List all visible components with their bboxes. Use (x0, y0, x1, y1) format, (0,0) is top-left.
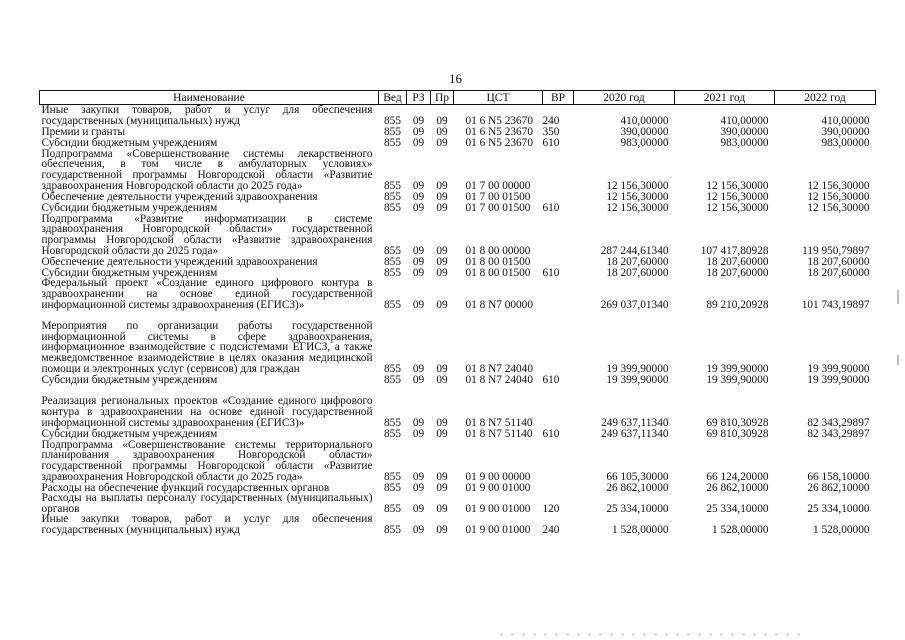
table-row (40, 514, 876, 535)
row-2022: 390,00000 (821, 125, 870, 138)
row-2021: 26 862,10000 (706, 481, 769, 494)
table-row (40, 213, 876, 256)
row-2022: 18 207,60000 (807, 255, 870, 268)
row-cst: 01 7 00 01500 (465, 201, 531, 214)
row-2022: 12 156,30000 (807, 179, 870, 192)
header-2021: 2021 год (675, 91, 775, 105)
row-2020: 19 399,90000 (606, 373, 669, 386)
scan-edge-mark (897, 290, 899, 304)
row-vr: 240 (542, 523, 560, 536)
row-vr (543, 148, 574, 191)
table-row (40, 385, 876, 428)
row-rz: 09 (412, 523, 425, 536)
row-pr: 09 (436, 523, 448, 536)
row-2022: 101 743,19897 (801, 298, 870, 311)
row-rz: 09 (412, 266, 425, 279)
row-name: Федеральный проект «Создание единого цифрового контура в здравоохранении на основе единой государственной информационной системы здравоохранения (ЕГИСЗ)» (41, 277, 373, 311)
row-2021: 89 210,20928 (706, 298, 769, 311)
row-2021: 18 207,60000 (706, 255, 769, 268)
row-rz: 09 (412, 502, 425, 515)
row-name: Подпрограмма «Развитие информатизации в системе здравоохранения Новгородской области» государственной программы Новгородской области «Развитие здравоохранения Новгородской области до 2025 года» (41, 212, 373, 257)
row-cst: 01 8 N7 51140 (465, 416, 533, 429)
row-cst: 01 8 00 01500 (465, 266, 531, 279)
row-rz: 09 (412, 427, 425, 440)
row-pr: 09 (436, 201, 448, 214)
row-pr: 09 (436, 244, 448, 257)
row-2022: 19 399,90000 (807, 373, 870, 386)
header-cst: ЦСТ (454, 91, 543, 105)
table-row (40, 493, 876, 514)
row-2020: 249 637,11340 (601, 416, 669, 429)
row-name: Обеспечение деятельности учреждений здравоохранения (41, 190, 318, 203)
row-cst: 01 7 00 01500 (465, 190, 531, 203)
row-2022: 12 156,30000 (807, 190, 870, 203)
row-rz: 09 (412, 298, 425, 311)
row-vr (543, 482, 574, 493)
row-ved: 855 (384, 136, 401, 149)
row-pr: 09 (436, 373, 448, 386)
row-name: Премии и гранты (41, 125, 126, 138)
table-row (40, 256, 876, 267)
row-pr: 09 (436, 114, 448, 127)
row-2022: 983,00000 (821, 136, 870, 149)
row-rz: 09 (412, 201, 425, 214)
row-cst: 01 7 00 00000 (465, 179, 531, 192)
row-pr: 09 (436, 136, 448, 149)
header-pr: Пр (431, 91, 454, 105)
row-ved: 855 (384, 114, 401, 127)
row-cst: 01 6 N5 23670 (465, 125, 533, 138)
table-row (40, 278, 876, 310)
header-name: Наименование (40, 91, 379, 105)
row-vr: 610 (542, 373, 560, 386)
row-name: Субсидии бюджетным учреждениям (41, 373, 218, 386)
row-2020: 249 637,11340 (601, 427, 669, 440)
row-ved: 855 (384, 125, 401, 138)
row-2021: 1 528,00000 (712, 523, 769, 536)
row-2022: 119 950,79897 (802, 244, 870, 257)
page-number: 16 (449, 71, 462, 86)
row-ved: 855 (384, 190, 401, 203)
header-ved: Вед (379, 91, 407, 105)
budget-table (39, 90, 876, 536)
row-vr (543, 278, 574, 310)
table-row (40, 191, 876, 202)
row-2020: 66 105,30000 (606, 470, 669, 483)
row-rz: 09 (412, 373, 425, 386)
row-2020: 18 207,60000 (606, 266, 669, 279)
row-cst: 01 8 N7 00000 (465, 298, 533, 311)
row-2022: 25 334,10000 (807, 502, 870, 515)
row-2020: 410,00000 (620, 114, 669, 127)
row-2022: 66 158,10000 (807, 470, 870, 483)
row-2021: 983,00000 (720, 136, 769, 149)
row-pr: 09 (436, 470, 448, 483)
row-2021: 69 810,30928 (706, 427, 769, 440)
row-cst: 01 9 00 01000 (465, 523, 531, 536)
table-row (40, 126, 876, 137)
row-ved: 855 (384, 481, 401, 494)
row-pr: 09 (436, 266, 448, 279)
row-pr: 09 (436, 416, 448, 429)
row-rz: 09 (412, 362, 425, 375)
row-2022: 19 399,90000 (807, 362, 870, 375)
row-pr: 09 (436, 298, 448, 311)
row-2020: 269 037,01340 (600, 298, 669, 311)
table-row (40, 105, 876, 127)
row-ved: 855 (384, 362, 401, 375)
row-rz: 09 (412, 470, 425, 483)
row-2021: 19 399,90000 (706, 362, 769, 375)
header-2022: 2022 год (775, 91, 876, 105)
row-2021: 12 156,30000 (706, 179, 769, 192)
row-pr: 09 (436, 427, 448, 440)
row-name: Субсидии бюджетным учреждениям (41, 201, 218, 214)
row-rz: 09 (412, 190, 425, 203)
row-vr: 610 (542, 427, 560, 440)
scan-edge-mark (897, 355, 899, 365)
row-ved: 855 (384, 244, 401, 257)
row-vr: 240 (542, 114, 560, 127)
row-2022: 82 343,29897 (807, 416, 870, 429)
row-2021: 66 124,20000 (706, 470, 769, 483)
row-ved: 855 (384, 255, 401, 268)
row-pr: 09 (436, 125, 448, 138)
header-2020: 2020 год (574, 91, 675, 105)
row-2020: 983,00000 (620, 136, 669, 149)
row-2021: 25 334,10000 (706, 502, 769, 515)
table-row (40, 310, 876, 374)
row-2020: 390,00000 (620, 125, 669, 138)
row-ved: 855 (384, 373, 401, 386)
row-pr: 09 (436, 481, 448, 494)
row-2022: 12 156,30000 (807, 201, 870, 214)
row-2022: 1 528,00000 (813, 523, 870, 536)
row-2020: 287 244,61340 (600, 244, 669, 257)
table-row (40, 428, 876, 439)
row-name: Субсидии бюджетным учреждениям (41, 427, 218, 440)
row-rz: 09 (412, 255, 425, 268)
row-ved: 855 (384, 427, 401, 440)
row-name: Подпрограмма «Совершенствование системы лекарственного обеспечения, в том числе в амбулаторных условиях» государственной программы Новгородской области «Развитие здравоохранения Новгородской области до 2025 года» (41, 147, 373, 192)
row-rz: 09 (412, 114, 425, 127)
row-vr (543, 310, 574, 374)
row-pr: 09 (436, 179, 448, 192)
row-cst: 01 8 00 00000 (465, 244, 531, 257)
row-vr: 350 (542, 125, 560, 138)
table-row (40, 137, 876, 148)
row-ved: 855 (384, 179, 401, 192)
row-vr: 610 (542, 136, 560, 149)
row-2021: 12 156,30000 (706, 201, 769, 214)
row-ved: 855 (384, 298, 401, 311)
row-vr (543, 385, 574, 428)
row-vr: 610 (542, 201, 560, 214)
row-2020: 19 399,90000 (606, 362, 669, 375)
table-body (40, 105, 876, 536)
row-rz: 09 (412, 416, 425, 429)
row-pr: 09 (436, 362, 448, 375)
row-ved: 855 (384, 266, 401, 279)
row-2020: 12 156,30000 (606, 190, 669, 203)
row-2021: 107 417,80928 (700, 244, 769, 257)
row-vr (543, 213, 574, 256)
row-name: Иные закупки товаров, работ и услуг для обеспечения государственных (муниципальных) нужд (41, 104, 373, 127)
row-ved: 855 (384, 416, 401, 429)
row-name: Расходы на обеспечение функций государственных органов (41, 481, 330, 494)
row-2021: 19 399,90000 (706, 373, 769, 386)
row-2020: 12 156,30000 (606, 201, 669, 214)
row-rz: 09 (412, 179, 425, 192)
row-pr: 09 (436, 255, 448, 268)
row-name: Реализация региональных проектов «Создание единого цифрового контура в здравоохранении на основе единой государственной информационной системы здравоохранения (ЕГИСЗ)» (41, 395, 373, 429)
row-cst: 01 8 N7 51140 (465, 427, 533, 440)
table-row (40, 439, 876, 482)
row-vr: 610 (542, 266, 560, 279)
row-2021: 410,00000 (720, 114, 769, 127)
row-rz: 09 (412, 244, 425, 257)
row-cst: 01 6 N5 23670 (465, 136, 533, 149)
row-2020: 26 862,10000 (606, 481, 669, 494)
row-name: Обеспечение деятельности учреждений здравоохранения (41, 255, 318, 268)
row-cst: 01 8 N7 24040 (465, 373, 533, 386)
row-cst: 01 9 00 01000 (465, 502, 531, 515)
row-pr: 09 (436, 190, 448, 203)
row-name: Субсидии бюджетным учреждениям (41, 136, 218, 149)
row-ved: 855 (384, 470, 401, 483)
row-name: Мероприятия по организации работы государственной информационной системы в сфере здравоохранения, информационное взаимодействие с подсистемами ЕГИСЗ, а также межведомственное взаимодействие в целях оказания медицинской помощи и электронных услуг (сервисов) для граждан (41, 320, 373, 375)
row-rz: 09 (412, 481, 425, 494)
row-2022: 410,00000 (821, 114, 870, 127)
row-cst: 01 8 N7 24040 (465, 362, 533, 375)
row-2022: 26 862,10000 (807, 481, 870, 494)
row-name: Расходы на выплаты персоналу государственных (муниципальных) органов (41, 492, 373, 515)
row-vr: 120 (542, 502, 560, 515)
header-vr: ВР (543, 91, 574, 105)
row-pr: 09 (436, 502, 448, 515)
row-ved: 855 (384, 523, 401, 536)
row-2020: 12 156,30000 (606, 179, 669, 192)
row-ved: 855 (384, 502, 401, 515)
row-name: Субсидии бюджетным учреждениям (41, 266, 218, 279)
row-2020: 1 528,00000 (612, 523, 669, 536)
row-2021: 69 810,30928 (706, 416, 769, 429)
row-2020: 25 334,10000 (606, 502, 669, 515)
row-rz: 09 (412, 125, 425, 138)
row-name: Подпрограмма «Совершенствование системы территориального планирования здравоохранения Новгородской области» государственной программы Новгородской области «Развитие здравоохранения Новгородской области до 2025 года» (41, 438, 373, 483)
table-row (40, 374, 876, 385)
row-rz: 09 (412, 136, 425, 149)
row-cst: 01 9 00 01000 (465, 481, 531, 494)
row-vr (543, 256, 574, 267)
header-rz: РЗ (407, 91, 431, 105)
scan-artifact (500, 633, 800, 636)
row-2022: 82 343,29897 (807, 427, 870, 440)
row-2020: 18 207,60000 (606, 255, 669, 268)
table-row (40, 148, 876, 191)
table-header (40, 91, 876, 105)
table-row (40, 202, 876, 213)
row-cst: 01 6 N5 23670 (465, 114, 533, 127)
row-vr (543, 191, 574, 202)
row-name: Иные закупки товаров, работ и услуг для обеспечения государственных (муниципальных) нужд (41, 513, 373, 536)
row-2021: 390,00000 (720, 125, 769, 138)
row-2021: 12 156,30000 (706, 190, 769, 203)
row-ved: 855 (384, 201, 401, 214)
row-cst: 01 8 00 01500 (465, 255, 531, 268)
row-2021: 18 207,60000 (706, 266, 769, 279)
row-2022: 18 207,60000 (807, 266, 870, 279)
row-vr (543, 439, 574, 482)
row-cst: 01 9 00 00000 (465, 470, 531, 483)
